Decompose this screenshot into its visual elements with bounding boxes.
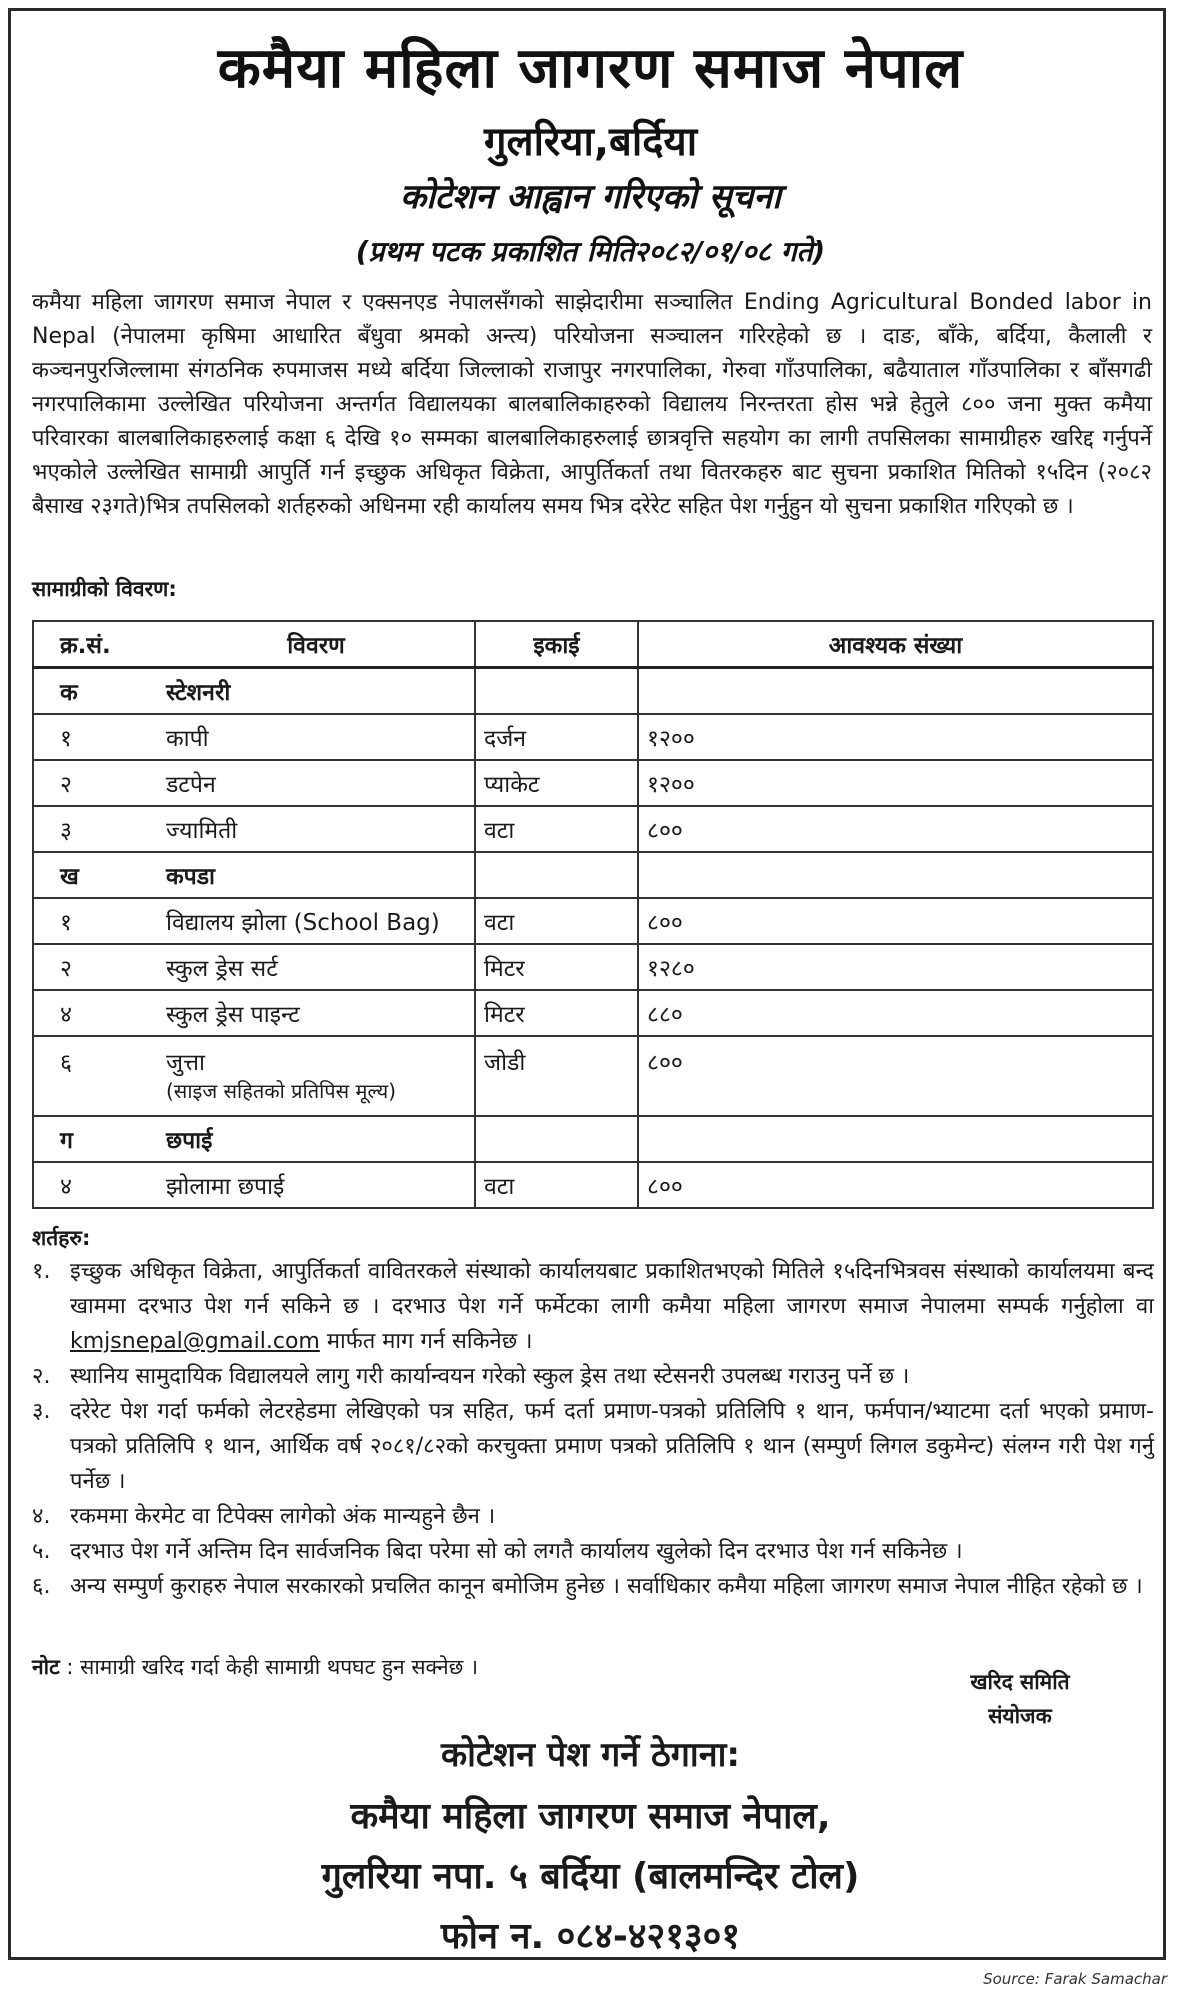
row-quantity (638, 668, 1153, 715)
table-row (33, 1162, 1153, 1208)
row-description: झोलामा छपाई (158, 1162, 475, 1208)
row-unit: दर्जन (475, 714, 638, 760)
intro-paragraph: कमैया महिला जागरण समाज नेपाल र एक्सनएड नेपालसँगको साझेदारीमा सञ्चालित Ending Agricultural Bonded labor in Nepal (नेपालमा कृषिमा आधारित बँधुवा श्रमको अन्त्य) परियोजना सञ्चालन गरिरहेको छ । दाङ, बाँके, बर्दिया, कैलाली र कञ्चनपुरजिल्लामा संगठनिक रुपमाजस मध्ये बर्दिया जिल्लाको राजापुर नगरपालिका, गेरुवा गाँउपालिका, बढैयाताल गाँउपालिका र बाँसगढी नगरपालिकामा उल्लेखित परियोजना अन्तर्गत विद्यालयका बालबालिकाहरुको विद्यालय निरन्तरता होस भन्ने हेतुले ८०० जना मुक्त कमैया परिवारका बालबालिकाहरुलाई कक्षा ६ देखि १० सम्मका बालबालिकाहरुलाई छात्रवृत्ति सहयोग का लागी तपसिलका सामाग्रीहरु खरिद्द गर्नुपर्ने भएकोले उल्लेखित सामाग्री आपुर्ति गर्न इच्छुक अधिकृत विक्रेता, आपुर्तिकर्ता तथा वितरकहरु बाट सुचना प्रकाशित मितिको १५दिन (२०८२ बैसाख २३गते)भित्र तपसिलको शर्तहरुको अधिनमा रही कार्यालय समय भित्र दरेरेट सहित पेश गर्नुहुन यो सुचना प्रकाशित गरिएको छ । (32, 290, 1152, 519)
row-description: स्टेशनरी (158, 668, 475, 715)
row-description: कापी (158, 714, 475, 760)
note-label: नोट (32, 1655, 60, 1679)
term-number: १. (32, 1259, 51, 1284)
table-header-row (33, 621, 1153, 668)
term-number: ४. (32, 1504, 51, 1529)
term-text: रकममा केरमेट वा टिपेक्स लागेको अंक मान्यहुने छैन । (70, 1504, 496, 1529)
signature-block (950, 1665, 1090, 1733)
row-sn: क (33, 668, 158, 715)
address-phone: फोन न. ०८४-४२१३०१ (440, 1916, 741, 1957)
term-item (32, 1569, 1154, 1604)
row-unit: जोडी (475, 1036, 638, 1116)
row-unit (475, 852, 638, 898)
header-description: विवरण (158, 621, 475, 668)
address-org: कमैया महिला जागरण समाज नेपाल, (350, 1796, 831, 1837)
row-description-cell (158, 1036, 475, 1116)
note-text: : सामाग्री खरिद गर्दा केही सामाग्री थपघट हुन सक्नेछ । (66, 1655, 479, 1679)
row-quantity (638, 852, 1153, 898)
table-row (33, 944, 1153, 990)
row-description: विद्यालय झोला (School Bag) (158, 898, 475, 944)
row-description: स्कुल ड्रेस सर्ट (158, 944, 475, 990)
row-quantity: ८०० (638, 898, 1153, 944)
row-quantity: १२०० (638, 760, 1153, 806)
table-row (33, 760, 1153, 806)
term-text: दरभाउ पेश गर्ने अन्तिम दिन सार्वजनिक बिदा परेमा सो को लगतै कार्यालय खुलेको दिन दरभाउ पेश गर्न सकिनेछ । (70, 1539, 963, 1564)
row-sn: १ (33, 898, 158, 944)
row-sn: १ (33, 714, 158, 760)
row-unit (475, 668, 638, 715)
row-quantity (638, 1116, 1153, 1162)
terms-label: शर्तहरु: (32, 1226, 91, 1250)
source-credit: Source: Farak Samachar (983, 1970, 1167, 1988)
table-row (33, 852, 1153, 898)
row-sn: ग (33, 1116, 158, 1162)
row-unit: वटा (475, 898, 638, 944)
table-row (33, 806, 1153, 852)
row-description: ज्यामिती (158, 806, 475, 852)
row-quantity: ८८० (638, 990, 1153, 1036)
table-row (33, 1036, 1153, 1116)
org-location: गुलरिया,बर्दिया (483, 119, 698, 165)
term-text: स्थानिय सामुदायिक विद्यालयले लागु गरी कार्यान्वयन गरेको स्कुल ड्रेस तथा स्टेसनरी उपलब्ध गराउनु पर्ने छ । (70, 1364, 910, 1389)
row-quantity: ८०० (638, 1162, 1153, 1208)
term-item (32, 1534, 1154, 1569)
row-quantity: ८०० (638, 1036, 1153, 1116)
row-quantity: ८०० (638, 806, 1153, 852)
table-row (33, 898, 1153, 944)
row-unit: वटा (475, 806, 638, 852)
row-description: डटपेन (158, 760, 475, 806)
term-text: अन्य सम्पुर्ण कुराहरु नेपाल सरकारको प्रचलित कानून बमोजिम हुनेछ । सर्वाधिकार कमैया महिला जागरण समाज नेपाल नीहित रहेको छ । (70, 1574, 1143, 1599)
table-row (33, 668, 1153, 715)
row-sn: ख (33, 852, 158, 898)
row-unit: मिटर (475, 944, 638, 990)
term-item (32, 1499, 1154, 1534)
term-item (32, 1394, 1154, 1499)
table-row (33, 990, 1153, 1036)
term-text-after: मार्फत माग गर्न सकिनेछ । (326, 1329, 533, 1354)
row-unit (475, 1116, 638, 1162)
org-name: कमैया महिला जागरण समाज नेपाल (217, 36, 964, 101)
term-item (32, 1359, 1154, 1394)
row-sn: ६ (33, 1036, 158, 1116)
row-sn: ४ (33, 1162, 158, 1208)
term-number: २. (32, 1364, 51, 1389)
terms-list (32, 1254, 1154, 1604)
term-text: दरेरेट पेश गर्दा फर्मको लेटरहेडमा लेखिएको पत्र सहित, फर्म दर्ता प्रमाण-पत्रको प्रतिलिपि १ थान, फर्मपान/भ्याटमा दर्ता भएको प्रमाण-पत्रको प्रतिलिपि १ थान, आर्थिक वर्ष २०८१/८२को करचुक्ता प्रमाण पत्रको प्रतिलिपि १ थान (सम्पुर्ण लिगल डकुमेन्ट) संलग्न गरी पेश गर्नु पर्नेछ । (70, 1399, 1154, 1494)
address-place: गुलरिया नपा. ५ बर्दिया (बालमन्दिर टोल) (321, 1856, 860, 1897)
term-text: इच्छुक अधिकृत विक्रेता, आपुर्तिकर्ता वावितरकले संस्थाको कार्यालयबाट प्रकाशितभएको मितिले १५दिनभित्रवस संस्थाको कार्यालयमा बन्द खाममा दरभाउ पेश गर्न सकिने छ । दरभाउ पेश गर्ने फर्मेटका लागी कमैया महिला जागरण समाज नेपालमा सम्पर्क गर्नुहोला वा (70, 1259, 1154, 1319)
email-link[interactable]: kmjsnepal@gmail.com (70, 1329, 320, 1354)
row-unit: वटा (475, 1162, 638, 1208)
term-number: ५. (32, 1539, 51, 1564)
term-number: ३. (32, 1399, 51, 1424)
row-description: स्कुल ड्रेस पाइन्ट (158, 990, 475, 1036)
row-description-note: (साइज सहितको प्रतिपिस मूल्य) (166, 1079, 397, 1103)
note (32, 1653, 478, 1681)
header-quantity: आवश्यक संख्या (638, 621, 1153, 668)
row-description: कपडा (158, 852, 475, 898)
row-sn: ३ (33, 806, 158, 852)
row-quantity: १२८० (638, 944, 1153, 990)
notice-title: कोटेशन आह्वान गरिएको सूचना (400, 177, 781, 217)
header-unit: इकाई (475, 621, 638, 668)
term-number: ६. (32, 1574, 51, 1599)
table-row (33, 1116, 1153, 1162)
materials-label: सामाग्रीको विवरण: (32, 577, 177, 601)
row-sn: ४ (33, 990, 158, 1036)
row-sn: २ (33, 944, 158, 990)
materials-table (32, 620, 1154, 1209)
term-item (32, 1254, 1154, 1359)
row-sn: २ (33, 760, 158, 806)
row-description: जुत्ता (166, 1050, 205, 1076)
row-unit: मिटर (475, 990, 638, 1036)
row-quantity: १२०० (638, 714, 1153, 760)
published-date: (प्रथम पटक प्रकाशित मिति२०८२/०१/०८ गते) (355, 235, 826, 268)
signature-role: संयोजक (988, 1704, 1052, 1728)
address-heading: कोटेशन पेश गर्ने ठेगाना: (441, 1735, 740, 1775)
table-row (33, 714, 1153, 760)
header-sn: क्र.सं. (33, 621, 158, 668)
row-description: छपाई (158, 1116, 475, 1162)
row-unit: प्याकेट (475, 760, 638, 806)
signature-committee: खरिद समिति (970, 1670, 1070, 1694)
